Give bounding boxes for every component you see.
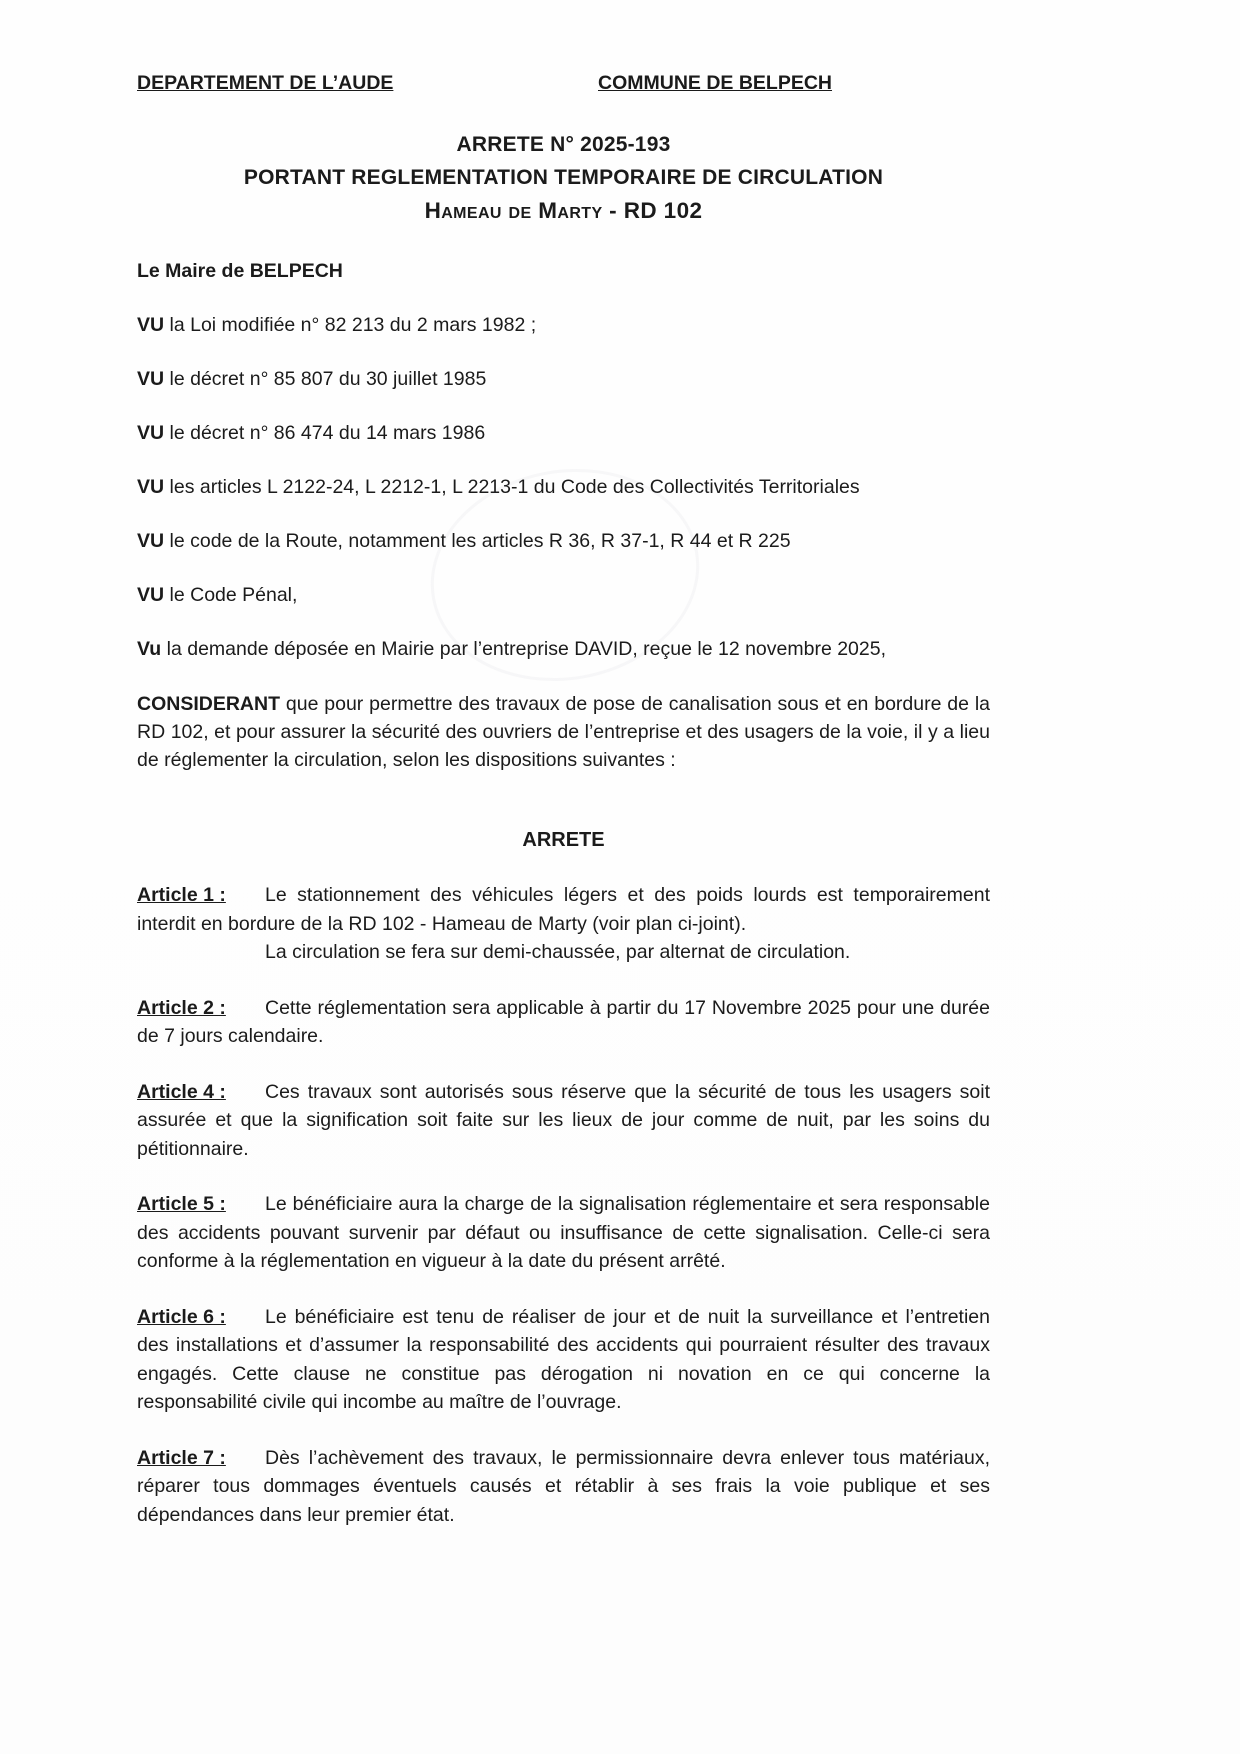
recital-3-text: le décret n° 86 474 du 14 mars 1986 xyxy=(169,422,486,444)
recital-5-text: le code de la Route, notamment les articles R 36, R 37-1, R 44 et R 225 xyxy=(169,530,791,552)
decree-location: Hameau de Marty - RD 102 xyxy=(424,198,703,223)
article-1-label-slot xyxy=(137,881,265,910)
recital-3 xyxy=(137,419,990,447)
recital-5 xyxy=(137,527,990,555)
recital-2-text: le décret n° 85 807 du 30 juillet 1985 xyxy=(169,368,487,390)
article-5-label: Article 5 : xyxy=(137,1193,226,1215)
decree-number: ARRETE N° 2025-193 xyxy=(456,133,671,156)
arrete-heading: ARRETE xyxy=(522,829,605,851)
recital-4-text: les articles L 2122-24, L 2212-1, L 2213-1 du Code des Collectivités Territoriales xyxy=(169,476,860,498)
article-2-text: Cette réglementation sera applicable à partir du 17 Novembre 2025 pour une durée de 7 jours calendaire. xyxy=(137,996,990,1047)
recital-4 xyxy=(137,473,990,501)
article-1 xyxy=(137,881,990,938)
recital-3-prefix: VU xyxy=(137,422,165,444)
commune-label: COMMUNE DE BELPECH xyxy=(598,72,833,94)
article-7-text: Dès l’achèvement des travaux, le permissionnaire devra enlever tous matériaux, réparer tous dommages éventuels causés et rétablir à ses frais la voie publique et ses dépendances dans leur premier état. xyxy=(137,1446,990,1526)
considerant-text: que pour permettre des travaux de pose de canalisation sous et en bordure de la RD 102, et pour assurer la sécurité des ouvriers de l’entreprise et des usagers de la voie, il y a lieu de réglementer la circulation, selon les dispositions suivantes : xyxy=(137,693,990,771)
article-7-label-slot xyxy=(137,1444,265,1473)
article-6-text: Le bénéficiaire est tenu de réaliser de jour et de nuit la surveillance et l’entretien des installations et d’assumer la responsabilité des accidents qui pourraient résulter des travaux engagés. Cette clause ne constitue pas dérogation ni novation en ce qui concerne la responsabilité civile qui incombe au maître de l’ouvrage. xyxy=(137,1305,990,1413)
article-4-text: Ces travaux sont autorisés sous réserve que la sécurité de tous les usagers soit assurée et que la signification soit faite sur les lieux de jour comme de nuit, par les soins du pétitionnaire. xyxy=(137,1080,990,1160)
article-1-continuation: La circulation se fera sur demi-chaussée, par alternat de circulation. xyxy=(265,941,851,963)
considerant-paragraph xyxy=(137,690,990,774)
recital-2 xyxy=(137,365,990,393)
article-7-label: Article 7 : xyxy=(137,1446,226,1469)
considerant-prefix: CONSIDERANT xyxy=(137,693,281,715)
article-5-label-slot xyxy=(137,1190,265,1219)
article-6-label: Article 6 : xyxy=(137,1305,226,1328)
title-block xyxy=(137,128,990,227)
article-6-label-slot xyxy=(137,1303,265,1332)
article-2 xyxy=(137,994,990,1051)
mayor-line: Le Maire de BELPECH xyxy=(137,260,343,282)
recital-1-text: la Loi modifiée n° 82 213 du 2 mars 1982 ; xyxy=(169,314,537,336)
article-5-text: Le bénéficiaire aura la charge de la signalisation réglementaire et sera responsable des accidents pouvant survenir par défaut ou insuffisance de cette signalisation. Celle-ci sera conforme à la réglementation en vigueur à la date du présent arrêté. xyxy=(137,1193,990,1272)
article-4 xyxy=(137,1078,990,1164)
recital-4-prefix: VU xyxy=(137,476,165,498)
article-4-label-slot xyxy=(137,1078,265,1107)
recital-7-prefix: Vu xyxy=(137,638,162,660)
recital-7-text: la demande déposée en Mairie par l’entreprise DAVID, reçue le 12 novembre 2025, xyxy=(166,638,887,660)
recital-7 xyxy=(137,635,990,663)
document-header xyxy=(137,72,990,102)
article-1-label: Article 1 : xyxy=(137,884,226,906)
article-4-label: Article 4 : xyxy=(137,1080,226,1103)
department-label: DEPARTEMENT DE L’AUDE xyxy=(137,72,394,94)
recital-6 xyxy=(137,581,990,609)
recital-2-prefix: VU xyxy=(137,368,165,390)
recital-1-prefix: VU xyxy=(137,314,165,336)
article-6 xyxy=(137,1303,990,1417)
recital-1 xyxy=(137,311,990,339)
article-2-label: Article 2 : xyxy=(137,996,226,1019)
recital-6-prefix: VU xyxy=(137,584,165,606)
article-1-text: Le stationnement des véhicules légers et des poids lourds est temporairement interdit en bordure de la RD 102 - Hameau de Marty (voir plan ci-joint). xyxy=(137,884,990,935)
recital-6-text: le Code Pénal, xyxy=(169,584,298,606)
decree-subject: PORTANT REGLEMENTATION TEMPORAIRE DE CIRCULATION xyxy=(243,166,884,189)
article-5 xyxy=(137,1190,990,1276)
article-2-label-slot xyxy=(137,994,265,1023)
recital-5-prefix: VU xyxy=(137,530,165,552)
article-7 xyxy=(137,1444,990,1530)
